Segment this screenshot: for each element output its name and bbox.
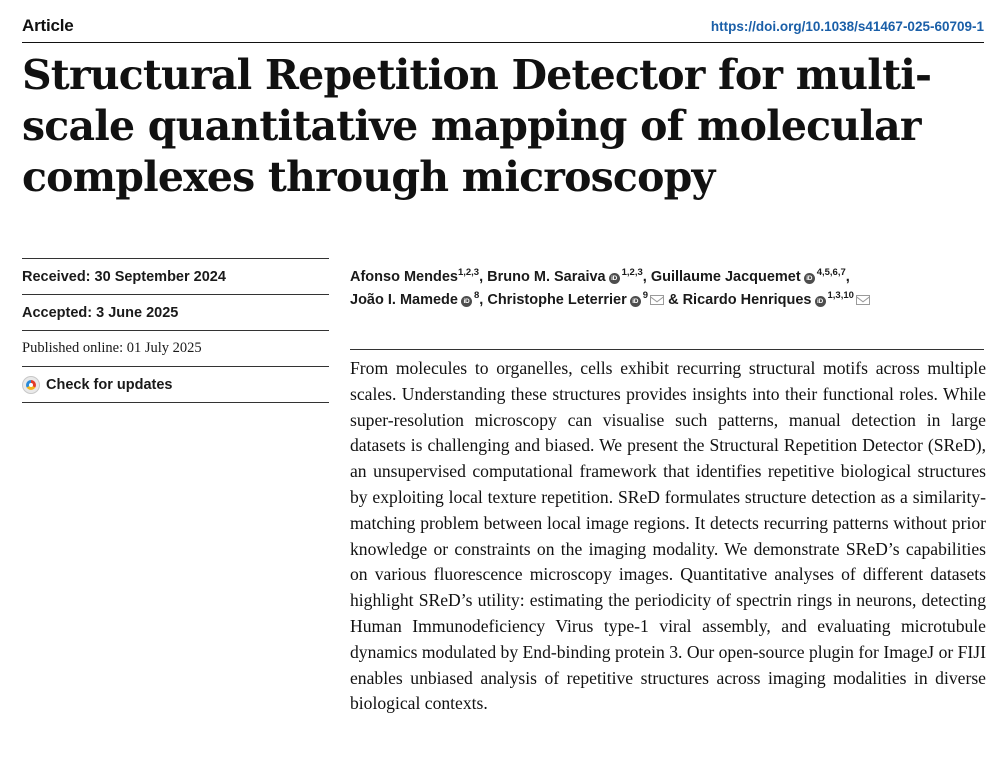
author[interactable]	[487, 269, 643, 285]
author-separator: ,	[845, 269, 850, 285]
orcid-icon[interactable]: iD	[461, 296, 472, 307]
orcid-icon[interactable]: iD	[815, 296, 826, 307]
header-bar	[22, 16, 984, 43]
author-name: João I. Mamede	[350, 292, 458, 308]
author[interactable]	[350, 269, 479, 285]
author-separator: ,	[479, 292, 488, 308]
abstract-divider	[350, 349, 984, 350]
mail-icon[interactable]	[856, 295, 870, 305]
crossmark-icon	[22, 376, 40, 394]
received-date: Received: 30 September 2024	[22, 258, 329, 294]
author[interactable]	[350, 292, 479, 308]
author-name: Bruno M. Saraiva	[487, 269, 606, 285]
abstract-text: From molecules to organelles, cells exhibit recurring structural motifs across multiple scales. Understanding these structures provides insights into their functional roles. While super-resolution microscopy can visualise such patterns, manual detection in large datasets is challenging and biased. We present the Structural Repetition Detector (SReD), an unsupervised computational framework that identifies repetitive biological structures by exploiting local texture repetition. SReD formulates structure detection as a similarity-matching problem between local image regions. It detects recurring patterns without prior knowledge or constraints on the imaging modality. We demonstrate SReD’s capabilities on various fluorescence microscopy images. Quantitative analyses of different datasets highlight SReD’s utility: estimating the periodicity of spectrin rings in neurons, detecting Human Immunodeficiency Virus type-1 viral assembly, and evaluating microtubule dynamics modulated by End-binding protein 3. Our open-source plugin for ImageJ or FIJI enables unbiased analysis of repetitive structures across imaging modalities in diverse biological contexts.	[350, 358, 986, 714]
article-title: Structural Repetition Detector for multi-scale quantitative mapping of molecular complexes through microscopy	[22, 51, 932, 201]
author-separator: &	[664, 292, 683, 308]
doi-link[interactable]: https://doi.org/10.1038/s41467-025-60709-1	[710, 19, 984, 34]
published-date: Published online: 01 July 2025	[22, 330, 329, 366]
article-type-label: Article	[22, 16, 74, 35]
affiliation-numbers: 1,2,3	[621, 267, 643, 278]
author-list	[350, 266, 990, 312]
mail-icon[interactable]	[650, 295, 664, 305]
author-separator: ,	[479, 269, 488, 285]
author[interactable]	[651, 269, 846, 285]
affiliation-numbers: 4,5,6,7	[816, 267, 846, 278]
orcid-icon[interactable]: iD	[609, 273, 620, 284]
affiliation-numbers: 8	[473, 290, 480, 301]
affiliation-numbers: 9	[642, 290, 649, 301]
accepted-date: Accepted: 3 June 2025	[22, 294, 329, 330]
author-name: Ricardo Henriques	[682, 292, 812, 308]
article-metadata	[22, 258, 329, 403]
orcid-icon[interactable]: iD	[804, 273, 815, 284]
author-name: Guillaume Jacquemet	[650, 269, 801, 285]
author[interactable]	[683, 292, 870, 308]
check-for-updates-button[interactable]	[22, 376, 173, 394]
author-name: Christophe Leterrier	[487, 292, 627, 308]
author-name: Afonso Mendes	[350, 269, 458, 285]
author-separator: ,	[642, 269, 651, 285]
affiliation-numbers: 1,2,3	[457, 267, 480, 278]
check-for-updates-label: Check for updates	[46, 376, 173, 393]
author[interactable]	[487, 292, 664, 308]
orcid-icon[interactable]: iD	[630, 296, 641, 307]
affiliation-numbers: 1,3,10	[827, 290, 854, 301]
check-updates-row	[22, 366, 329, 403]
